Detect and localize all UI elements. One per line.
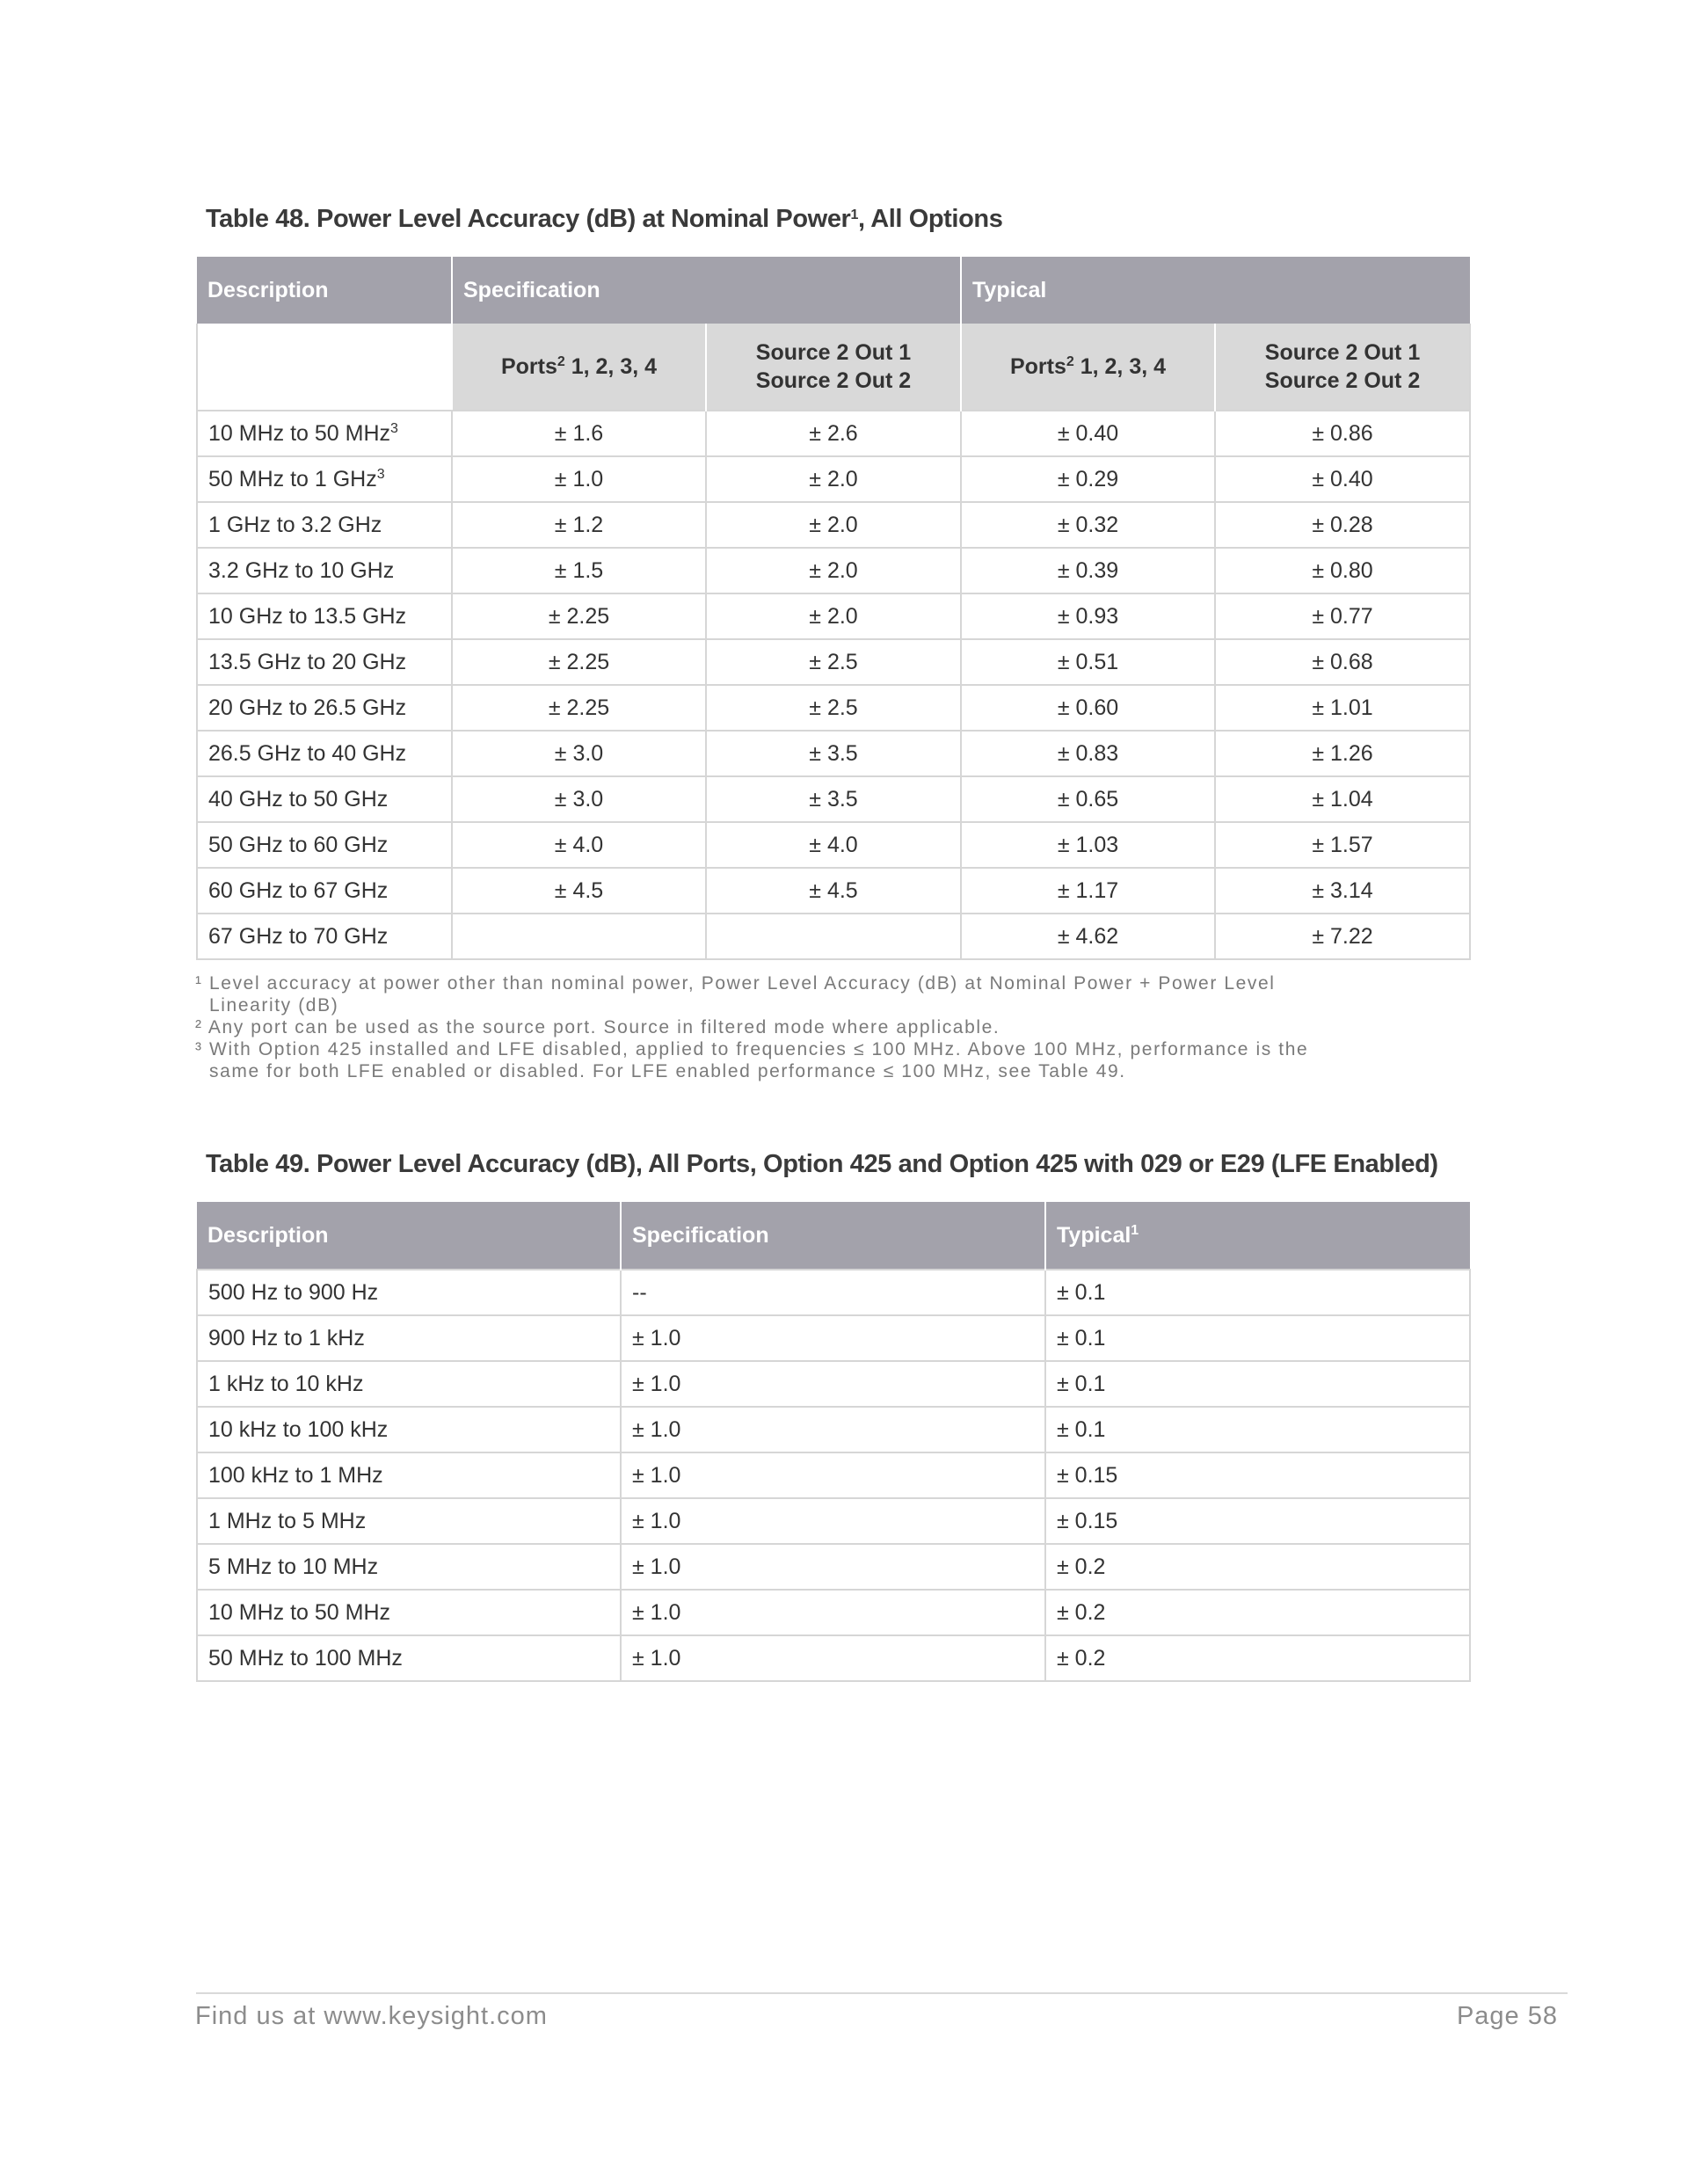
row-value: ± 1.2 bbox=[452, 502, 706, 548]
source-line2: Source 2 Out 2 bbox=[755, 368, 912, 393]
row-footnote-ref: 3 bbox=[390, 420, 398, 436]
row-description-text: 40 GHz to 50 GHz bbox=[208, 786, 389, 812]
row-value: ± 2.5 bbox=[706, 639, 961, 685]
row-description-text: 20 GHz to 26.5 GHz bbox=[208, 695, 407, 720]
row-description bbox=[197, 868, 452, 914]
table48-body bbox=[197, 411, 1470, 959]
table48-row bbox=[197, 593, 1470, 639]
row-value: ± 3.5 bbox=[706, 731, 961, 776]
table48-caption-text: Table 48. Power Level Accuracy (dB) at Nominal Power bbox=[206, 205, 851, 233]
row-value: ± 1.03 bbox=[961, 822, 1215, 868]
row-typical: ± 0.2 bbox=[1045, 1590, 1470, 1635]
table48-header-row bbox=[197, 257, 1470, 324]
row-value: ± 1.01 bbox=[1215, 685, 1470, 731]
table49-body bbox=[197, 1270, 1470, 1681]
row-description-text: 3.2 GHz to 10 GHz bbox=[208, 557, 395, 583]
table48-header-typical: Typical bbox=[961, 257, 1470, 324]
row-value: ± 0.93 bbox=[961, 593, 1215, 639]
row-value: ± 2.0 bbox=[706, 456, 961, 502]
row-specification: ± 1.0 bbox=[621, 1315, 1045, 1361]
table49-row bbox=[197, 1361, 1470, 1407]
ports-list: 1, 2, 3, 4 bbox=[564, 354, 658, 379]
row-specification: -- bbox=[621, 1270, 1045, 1315]
row-description bbox=[197, 731, 452, 776]
row-description: 1 MHz to 5 MHz bbox=[197, 1498, 621, 1544]
row-specification: ± 1.0 bbox=[621, 1407, 1045, 1452]
row-value: ± 2.25 bbox=[452, 639, 706, 685]
row-description-text: 1 GHz to 3.2 GHz bbox=[208, 512, 382, 537]
row-value bbox=[452, 914, 706, 959]
table49-row bbox=[197, 1590, 1470, 1635]
row-typical: ± 0.15 bbox=[1045, 1452, 1470, 1498]
row-value: ± 7.22 bbox=[1215, 914, 1470, 959]
row-value: ± 2.6 bbox=[706, 411, 961, 456]
table49-header-description: Description bbox=[197, 1202, 621, 1270]
source-line1: Source 2 Out 1 bbox=[755, 340, 912, 365]
row-value: ± 1.5 bbox=[452, 548, 706, 593]
table48-row bbox=[197, 456, 1470, 502]
ports-footnote-ref: 2 bbox=[1066, 354, 1074, 369]
table48-subheader-typ-ports bbox=[961, 324, 1215, 411]
footer-page-number: Page 58 bbox=[1456, 2002, 1558, 2030]
row-value: ± 4.0 bbox=[706, 822, 961, 868]
row-description bbox=[197, 822, 452, 868]
row-value: ± 0.68 bbox=[1215, 639, 1470, 685]
row-description: 1 kHz to 10 kHz bbox=[197, 1361, 621, 1407]
table48-caption-tail: , All Options bbox=[857, 205, 1003, 233]
row-value: ± 0.65 bbox=[961, 776, 1215, 822]
table49-row bbox=[197, 1635, 1470, 1681]
row-value: ± 3.5 bbox=[706, 776, 961, 822]
row-specification: ± 1.0 bbox=[621, 1498, 1045, 1544]
row-description bbox=[197, 639, 452, 685]
row-description: 10 kHz to 100 kHz bbox=[197, 1407, 621, 1452]
row-footnote-ref: 3 bbox=[376, 466, 385, 482]
row-typical: ± 0.1 bbox=[1045, 1315, 1470, 1361]
ports-label: Ports bbox=[1009, 354, 1066, 379]
table48-subheader-row bbox=[197, 324, 1470, 411]
typical-footnote-ref: 1 bbox=[1131, 1222, 1139, 1238]
table48-subheader-spec-source bbox=[706, 324, 961, 411]
table48-row bbox=[197, 639, 1470, 685]
row-description: 50 MHz to 100 MHz bbox=[197, 1635, 621, 1681]
row-value: ± 0.86 bbox=[1215, 411, 1470, 456]
row-value: ± 1.6 bbox=[452, 411, 706, 456]
row-description: 10 MHz to 50 MHz bbox=[197, 1590, 621, 1635]
row-value: ± 3.0 bbox=[452, 776, 706, 822]
row-value: ± 1.57 bbox=[1215, 822, 1470, 868]
row-description bbox=[197, 502, 452, 548]
row-typical: ± 0.15 bbox=[1045, 1498, 1470, 1544]
row-typical: ± 0.1 bbox=[1045, 1407, 1470, 1452]
footnote-1-cont: Linearity (dB) bbox=[209, 995, 339, 1016]
row-specification: ± 1.0 bbox=[621, 1590, 1045, 1635]
table48-caption bbox=[206, 205, 1002, 234]
row-description-text: 67 GHz to 70 GHz bbox=[208, 923, 389, 949]
footnote-3-cont: same for both LFE enabled or disabled. For LFE enabled performance ≤ 100 MHz, see Table 49. bbox=[209, 1061, 1126, 1081]
table49-header-typical bbox=[1045, 1202, 1470, 1270]
table48-header-description: Description bbox=[197, 257, 452, 324]
table48-subheader-blank bbox=[197, 324, 452, 411]
footer-divider bbox=[196, 1992, 1568, 1994]
row-value: ± 4.5 bbox=[706, 868, 961, 914]
row-description bbox=[197, 776, 452, 822]
row-value: ± 4.5 bbox=[452, 868, 706, 914]
row-value: ± 3.14 bbox=[1215, 868, 1470, 914]
row-specification: ± 1.0 bbox=[621, 1452, 1045, 1498]
table48-row bbox=[197, 502, 1470, 548]
row-description-text: 10 MHz to 50 MHz bbox=[208, 420, 391, 446]
row-description-text: 26.5 GHz to 40 GHz bbox=[208, 740, 407, 766]
table48-row bbox=[197, 822, 1470, 868]
row-value: ± 0.51 bbox=[961, 639, 1215, 685]
row-value: ± 0.39 bbox=[961, 548, 1215, 593]
table48-caption-footnote-ref: 1 bbox=[850, 207, 858, 222]
row-description: 100 kHz to 1 MHz bbox=[197, 1452, 621, 1498]
row-value: ± 0.77 bbox=[1215, 593, 1470, 639]
row-value: ± 0.32 bbox=[961, 502, 1215, 548]
row-description-text: 50 GHz to 60 GHz bbox=[208, 832, 389, 857]
row-value: ± 0.28 bbox=[1215, 502, 1470, 548]
row-value bbox=[706, 914, 961, 959]
row-value: ± 0.40 bbox=[961, 411, 1215, 456]
table49-caption: Table 49. Power Level Accuracy (dB), All Ports, Option 425 and Option 425 with 029 or E29 (LFE Enabled) bbox=[206, 1150, 1438, 1178]
source-line2: Source 2 Out 2 bbox=[1264, 368, 1421, 393]
table48-row bbox=[197, 685, 1470, 731]
table49-row bbox=[197, 1544, 1470, 1590]
row-description bbox=[197, 548, 452, 593]
row-value: ± 2.25 bbox=[452, 685, 706, 731]
table48-header-specification: Specification bbox=[452, 257, 961, 324]
table48-row bbox=[197, 914, 1470, 959]
ports-footnote-ref: 2 bbox=[557, 354, 565, 369]
row-description-text: 50 MHz to 1 GHz bbox=[208, 466, 377, 491]
row-value: ± 2.0 bbox=[706, 593, 961, 639]
row-value: ± 2.0 bbox=[706, 502, 961, 548]
row-value: ± 0.80 bbox=[1215, 548, 1470, 593]
table49 bbox=[196, 1202, 1471, 1682]
row-value: ± 2.5 bbox=[706, 685, 961, 731]
row-typical: ± 0.1 bbox=[1045, 1361, 1470, 1407]
row-specification: ± 1.0 bbox=[621, 1635, 1045, 1681]
table49-row bbox=[197, 1452, 1470, 1498]
row-typical: ± 0.1 bbox=[1045, 1270, 1470, 1315]
table49-row bbox=[197, 1407, 1470, 1452]
row-value: ± 4.62 bbox=[961, 914, 1215, 959]
table49-header-row bbox=[197, 1202, 1470, 1270]
row-description-text: 10 GHz to 13.5 GHz bbox=[208, 603, 407, 629]
table48-row bbox=[197, 776, 1470, 822]
row-value: ± 4.0 bbox=[452, 822, 706, 868]
table48-footnotes bbox=[195, 972, 1308, 1082]
row-specification: ± 1.0 bbox=[621, 1361, 1045, 1407]
table48-row bbox=[197, 731, 1470, 776]
table49-header-specification: Specification bbox=[621, 1202, 1045, 1270]
footnote-2: ² Any port can be used as the source port. Source in filtered mode where applicable. bbox=[195, 1017, 1000, 1037]
row-description bbox=[197, 593, 452, 639]
row-description bbox=[197, 685, 452, 731]
row-typical: ± 0.2 bbox=[1045, 1635, 1470, 1681]
table48-row bbox=[197, 868, 1470, 914]
row-specification: ± 1.0 bbox=[621, 1544, 1045, 1590]
row-value: ± 1.17 bbox=[961, 868, 1215, 914]
table49-row bbox=[197, 1498, 1470, 1544]
row-value: ± 1.0 bbox=[452, 456, 706, 502]
typical-label: Typical bbox=[1057, 1222, 1131, 1248]
row-description bbox=[197, 914, 452, 959]
footnote-1: ¹ Level accuracy at power other than nominal power, Power Level Accuracy (dB) at Nominal Power + Power Level bbox=[195, 973, 1276, 994]
row-description bbox=[197, 456, 452, 502]
row-value: ± 0.60 bbox=[961, 685, 1215, 731]
row-value: ± 0.83 bbox=[961, 731, 1215, 776]
row-description-text: 13.5 GHz to 20 GHz bbox=[208, 649, 407, 674]
row-value: ± 2.25 bbox=[452, 593, 706, 639]
table48-row bbox=[197, 548, 1470, 593]
row-value: ± 2.0 bbox=[706, 548, 961, 593]
row-description-text: 60 GHz to 67 GHz bbox=[208, 877, 389, 903]
row-value: ± 1.04 bbox=[1215, 776, 1470, 822]
table48 bbox=[196, 257, 1471, 960]
row-description: 900 Hz to 1 kHz bbox=[197, 1315, 621, 1361]
table48-subheader-typ-source bbox=[1215, 324, 1470, 411]
ports-list: 1, 2, 3, 4 bbox=[1073, 354, 1167, 379]
table48-subheader-spec-ports bbox=[452, 324, 706, 411]
row-value: ± 3.0 bbox=[452, 731, 706, 776]
table49-row bbox=[197, 1315, 1470, 1361]
footer-website[interactable]: Find us at www.keysight.com bbox=[195, 2002, 548, 2030]
source-line1: Source 2 Out 1 bbox=[1264, 340, 1421, 365]
ports-label: Ports bbox=[500, 354, 557, 379]
row-description bbox=[197, 411, 452, 456]
row-typical: ± 0.2 bbox=[1045, 1544, 1470, 1590]
row-description: 5 MHz to 10 MHz bbox=[197, 1544, 621, 1590]
table49-row bbox=[197, 1270, 1470, 1315]
row-value: ± 1.26 bbox=[1215, 731, 1470, 776]
row-value: ± 0.29 bbox=[961, 456, 1215, 502]
row-description: 500 Hz to 900 Hz bbox=[197, 1270, 621, 1315]
row-value: ± 0.40 bbox=[1215, 456, 1470, 502]
table48-row bbox=[197, 411, 1470, 456]
footnote-3: ³ With Option 425 installed and LFE disabled, applied to frequencies ≤ 100 MHz. Above 100 MHz, performance is the bbox=[195, 1039, 1309, 1059]
